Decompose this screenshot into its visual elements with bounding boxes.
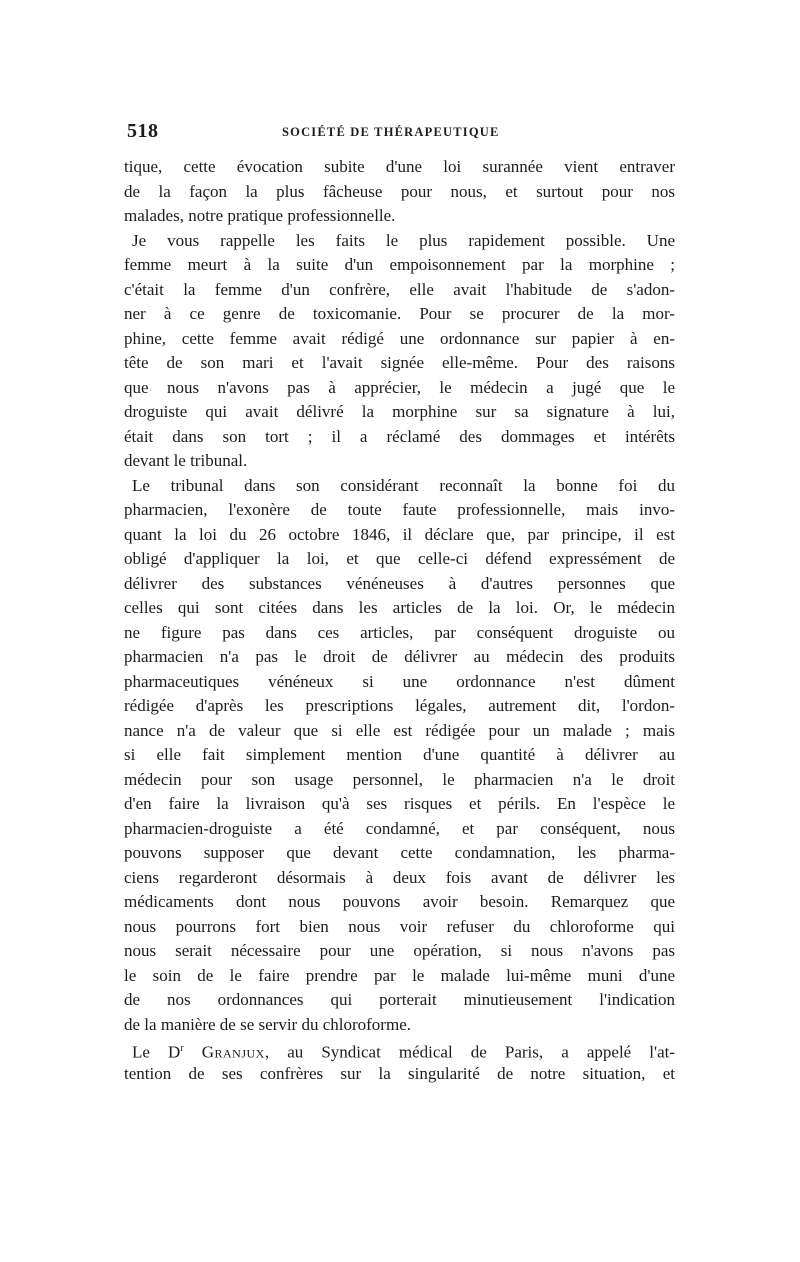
page-number: 518 [127,120,159,142]
text-line: était dans son tort ; il a réclamé des dommages et intérêts [124,426,675,446]
text-line: nance n'a de valeur que si elle est rédigée pour un malade ; mais [124,720,675,740]
text-line: quant la loi du 26 octobre 1846, il déclare que, par principe, il est [124,524,675,544]
text-line: Le tribunal dans son considérant reconnaît la bonne foi du [132,475,675,495]
body-text [119,155,675,1086]
text-line-granjux [119,1037,675,1062]
text-line: tique, cette évocation subite d'une loi surannée vient entraver [124,157,675,176]
text-line: tention de ses confrères sur la singularité de notre situation, et [124,1063,675,1083]
text-line: Je vous rappelle les faits le plus rapidement possible. Une [132,230,675,250]
text-line: phine, cette femme avait rédigé une ordonnance sur papier à en- [124,328,675,348]
text-line: nous serait nécessaire pour une opération, si nous n'avons pas [124,941,675,960]
text-line: malades, notre pratique professionnelle. [124,206,396,225]
text-line: le soin de le faire prendre par le malade lui-même muni d'une [124,965,675,985]
text-line: pharmacien, l'exonère de toute faute professionnelle, mais invo- [124,500,675,519]
text-line: si elle fait simplement mention d'une quantité à délivrer au [124,745,675,764]
person-name: Granjux [201,1042,265,1062]
text-line: d'en faire la livraison qu'à ses risques et périls. En l'espèce le [124,794,675,813]
text-line: pouvons supposer que devant cette condamnation, les pharma- [124,843,675,862]
text-line: c'était la femme d'un confrère, elle avait l'habitude de s'adon- [124,279,675,299]
text-line: de la façon la plus fâcheuse pour nous, et surtout pour nos [124,181,675,201]
text-line: de nos ordonnances qui porterait minutieusement l'indication [124,990,675,1009]
text-line: de la manière de se servir du chloroforme. [124,1014,411,1034]
text-segment: , au Syndicat médical de Paris, a appelé l'at- [264,1042,676,1062]
text-line: pharmaceutiques vénéneux si une ordonnance n'est dûment [124,671,675,691]
text-line: obligé d'appliquer la loi, et que celle-ci défend expressément de [124,549,675,568]
text-line: ner à ce genre de toxicomanie. Pour se procurer de la mor- [124,304,675,323]
text-line: celles qui sont citées dans les articles de la loi. Or, le médecin [124,598,675,617]
title-superscript: r [180,1043,184,1054]
text-line: ne figure pas dans ces articles, par conséquent droguiste ou [124,622,675,642]
text-line: pharmacien n'a pas le droit de délivrer au médecin des produits [124,647,675,666]
text-line: devant le tribunal. [124,451,248,470]
page-header [127,120,675,148]
text-line: rédigée d'après les prescriptions légales, autrement dit, l'ordon- [124,696,675,715]
text-line: tête de son mari et l'avait signée elle-même. Pour des raisons [124,353,675,372]
text-line: médicaments dont nous pouvons avoir besoin. Remarquez que [124,892,675,911]
text-segment: Le D [132,1042,181,1062]
text-line: que nous n'avons pas à apprécier, le médecin a jugé que le [124,377,675,397]
running-title: SOCIÉTÉ DE THÉRAPEUTIQUE [282,125,500,139]
text-line: droguiste qui avait délivré la morphine sur sa signature à lui, [124,402,675,421]
text-line: pharmacien-droguiste a été condamné, et par conséquent, nous [124,818,675,838]
text-line: femme meurt à la suite d'un empoisonnement par la morphine ; [124,255,675,274]
text-line: ciens regarderont désormais à deux fois avant de délivrer les [124,867,675,887]
text-line: médecin pour son usage personnel, le pharmacien n'a le droit [124,769,675,789]
text-line: nous pourrons fort bien nous voir refuser du chloroforme qui [124,916,675,936]
text-line: délivrer des substances vénéneuses à d'autres personnes que [124,573,675,593]
